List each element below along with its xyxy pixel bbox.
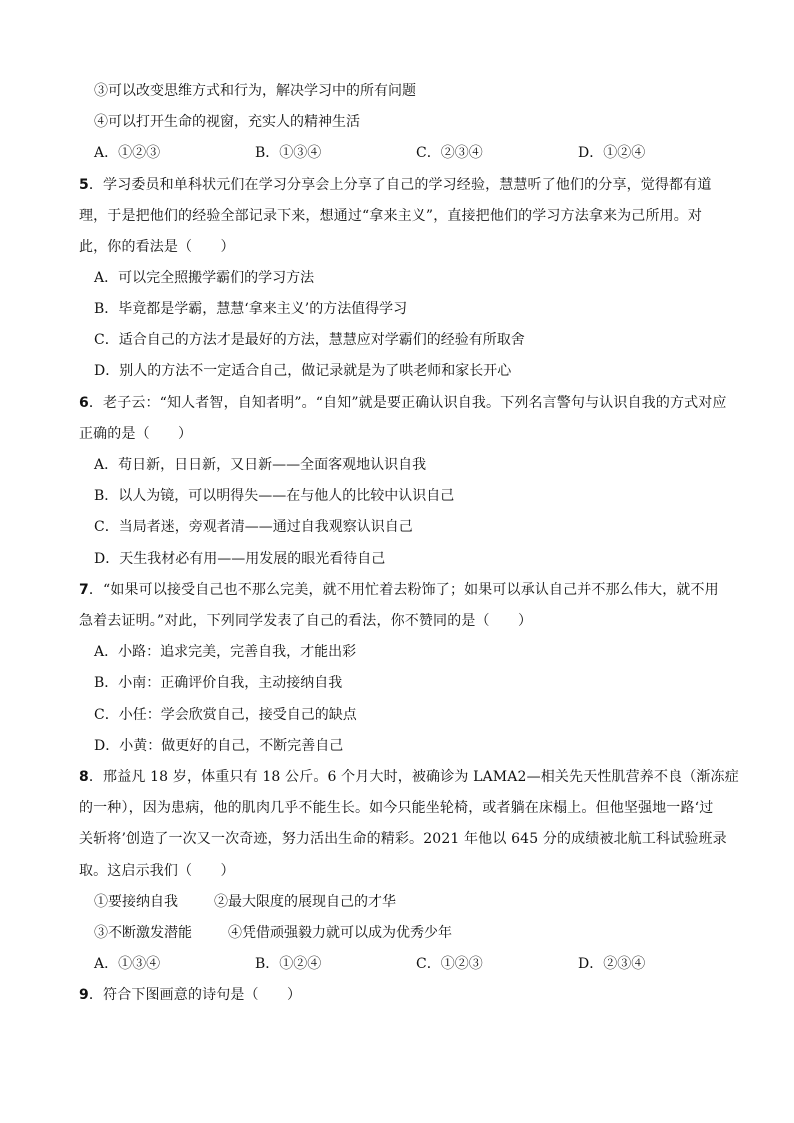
q6-option-a[interactable]: A．苟日新，日日新，又日新——全面客观地认识自我: [94, 457, 427, 473]
q6-number: 6: [79, 395, 89, 411]
q4-item-3: ③可以改变思维方式和行为，解决学习中的所有问题: [94, 83, 416, 99]
q8-option-a[interactable]: A．①③④: [94, 956, 161, 972]
q6-option-b[interactable]: B．以人为镜，可以明得失——在与他人的比较中认识自己: [94, 488, 455, 504]
q4-options: [94, 143, 734, 163]
q4-option-a[interactable]: A．①②③: [94, 145, 161, 161]
q8-items-row-2: [94, 923, 734, 943]
q8-option-c[interactable]: C．①②③: [416, 956, 483, 972]
q8-stem-line-4: 取。这启示我们（ ）: [79, 863, 235, 879]
q7-option-a[interactable]: A．小路：追求完美，完善自我，才能出彩: [94, 644, 357, 660]
q9-stem-line-1: 9．符合下图画意的诗句是（ ）: [79, 987, 302, 1003]
q8-stem-line-3: 关斩将’创造了一次又一次奇迹，努力活出生命的精彩。2021 年他以 645 分的成绩被北航工科试验班录: [79, 831, 727, 847]
q4-item-4: ④可以打开生命的视窗，充实人的精神生活: [94, 114, 360, 130]
q7-number: 7: [79, 582, 89, 598]
q6-option-c[interactable]: C．当局者迷，旁观者清——通过自我观察认识自己: [94, 519, 413, 535]
q6-option-d[interactable]: D．天生我材必有用——用发展的眼光看待自己: [94, 551, 386, 567]
q5-stem-line-3: 此，你的看法是（ ）: [79, 239, 235, 255]
q4-option-d[interactable]: D．①②④: [578, 145, 646, 161]
q5-option-c[interactable]: C．适合自己的方法才是最好的方法，慧慧应对学霸们的经验有所取舍: [94, 332, 525, 348]
q6-stem-line-2: 正确的是（ ）: [79, 426, 193, 442]
q8-stem-line-1: 8．邢益凡 18 岁，体重只有 18 公斤。6 个月大时，被确诊为 LAMA2—相关先天性肌营养不良（渐冻症: [79, 769, 739, 785]
q4-option-b[interactable]: B．①③④: [255, 145, 322, 161]
q8-item-2: ②最大限度的展现自己的才华: [214, 894, 396, 910]
q9-number: 9: [79, 987, 89, 1003]
q7-option-b[interactable]: B．小南：正确评价自我，主动接纳自我: [94, 675, 343, 691]
q8-items-row-1: [94, 892, 734, 912]
q5-stem-line-2: 理，于是把他们的经验全部记录下来，想通过“拿来主义”，直接把他们的学习方法拿来为己所用。对: [79, 208, 703, 224]
q7-option-c[interactable]: C．小任：学会欣赏自己，接受自己的缺点: [94, 707, 357, 723]
q8-item-4: ④凭借顽强毅力就可以成为优秀少年: [228, 925, 452, 941]
q8-item-3: ③不断激发潜能: [94, 925, 192, 941]
q4-option-c[interactable]: C．②③④: [416, 145, 483, 161]
q8-options: [94, 954, 734, 974]
q8-option-b[interactable]: B．①②④: [255, 956, 322, 972]
q7-option-d[interactable]: D．小黄：做更好的自己，不断完善自己: [94, 738, 344, 754]
q5-number: 5: [79, 177, 89, 193]
q6-stem-line-1: 6．老子云：“知人者智，自知者明”。“自知”就是要正确认识自我。下列名言警句与认识自我的方式对应: [79, 395, 727, 411]
q8-stem-line-2: 的一种），因为患病，他的肌肉几乎不能生长。如今只能坐轮椅，或者躺在床榻上。但他坚强地一路‘过: [79, 800, 714, 816]
q5-option-b[interactable]: B．毕竟都是学霸，慧慧‘拿来主义’的方法值得学习: [94, 301, 408, 317]
q5-option-d[interactable]: D．别人的方法不一定适合自己，做记录就是为了哄老师和家长开心: [94, 363, 512, 379]
q5-option-a[interactable]: A．可以完全照搬学霸们的学习方法: [94, 270, 315, 286]
q5-stem-line-1: 5．学习委员和单科状元们在学习分享会上分享了自己的学习经验，慧慧听了他们的分享，觉得都有道: [79, 177, 712, 193]
q8-option-d[interactable]: D．②③④: [578, 956, 646, 972]
q7-stem-line-1: 7．“如果可以接受自己也不那么完美，就不用忙着去粉饰了；如果可以承认自己并不那么伟大，就不用: [79, 582, 719, 598]
q7-stem-line-2: 急着去证明。”对此，下列同学发表了自己的看法，你不赞同的是（ ）: [79, 613, 533, 629]
q8-number: 8: [79, 769, 89, 785]
q8-item-1: ①要接纳自我: [94, 894, 178, 910]
